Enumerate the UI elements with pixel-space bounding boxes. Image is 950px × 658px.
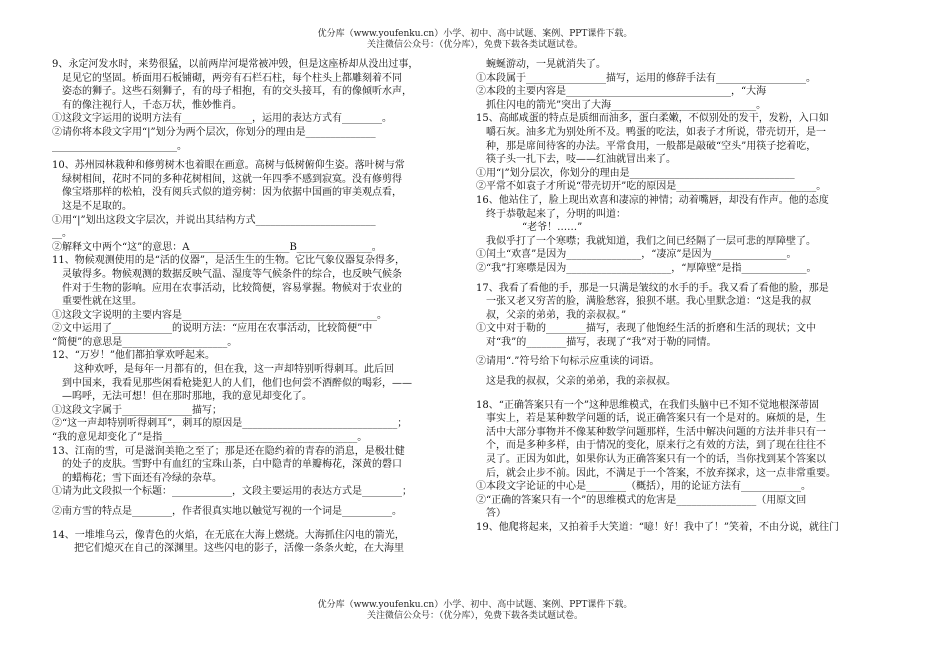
question-line: “简便”的意思是_____________________。 xyxy=(52,336,238,348)
header-line-2: 关注微信公众号：（优分库），免费下载各类试题试卷。 xyxy=(366,40,583,50)
text-line: 蜿蜒游动，一晃就消失了。 xyxy=(486,59,606,70)
text-line: 绿树相间，花时不同的多种花树相间，这就一年四季不感到寂寞。没有修剪得 xyxy=(62,173,402,185)
question-line: ①闰土“欢喜”是因为_______________，“凄凉”是因为_______________。 xyxy=(476,249,797,261)
text-line: 姿态的狮子。这些石刻狮子，有的母子相抱，有的交头接耳，有的像倾听水声， xyxy=(62,86,412,98)
text-line: 的蜡梅花；雪下面还有冷绿的杂草。 xyxy=(62,472,222,484)
text-line: 件对于生物的影响。应用在农事活动，比较简便，容易掌握。物候对于农业的 xyxy=(62,282,402,294)
text-line: 到中国来，我看见那些闲看枪毙犯人的人们，他们也何尝不酒醉似的喝彩，—— xyxy=(62,377,412,389)
text-line: 16、他站住了，脸上现出欢喜和凄凉的神情；动着嘴唇，却没有作声。他的态度 xyxy=(476,194,829,206)
question-line: ②请你将本段文字用“|”划分为两个层次，你划分的理由是______________ xyxy=(52,126,376,138)
text-line: 18、“正确答案只有一个”这种思维模式，在我们头脑中已不知不觉地根深蒂固 xyxy=(476,399,819,411)
question-line: ①用“|”划出这段文字层次，并说出其结构方式________________________ xyxy=(52,214,376,226)
question-line: ①用“|”划分层次，你划分的理由是_________________________________ xyxy=(476,167,795,179)
question-line: ②“我”打寒噤是因为_____________________，“厚障壁”是指_____________。 xyxy=(476,262,817,274)
text-line: 像宝塔那样的松柏，没有阅兵式似的道旁树：因为依据中国画的审美观点看， xyxy=(62,187,402,199)
question-line: ②“正确的答案只有一个”的思维模式的危害是________________（用原文回 xyxy=(476,494,807,506)
question-line: “我的意见却变化了”是指_______________________________________。 xyxy=(52,432,368,444)
text-line: 把它们熄灭在自己的深渊里。这些闪电的影子，活像一条条火蛇，在大海里 xyxy=(74,543,404,555)
text-line: —呜呼，无法可想！但在那时那地，我的意见却变化了。 xyxy=(62,391,312,403)
text-line: 足见它的坚固。桥面用石板铺砌，两旁有石栏石柱，每个柱头上都雕刻着不同 xyxy=(62,72,402,84)
right-column xyxy=(476,58,900,535)
text-line: 14、一堆堆乌云，像青色的火焰，在无底在大海上燃烧。大海抓住闪电的箭光， xyxy=(52,529,405,541)
text-line: 重要性就在这里。 xyxy=(62,296,142,308)
question-line: ①本段属于________________描写，运用的修辞手法有__________________。 xyxy=(476,72,816,84)
question-line: ①这段文字属于______________描写； xyxy=(52,404,222,416)
question-line: ①请为此文段拟一个标题：____________，文段主要运用的表达方式是________； xyxy=(52,486,412,498)
question-line: ②平常不如袁子才所说“带壳切开”吃的原因是____________________________。 xyxy=(476,181,827,193)
left-column xyxy=(52,58,456,556)
question-line: 抓住闪电的箭光”突出了大海_____________________________。 xyxy=(486,99,767,111)
question-line: ②解释文中两个“这”的意思：A____________________B_______________。 xyxy=(52,241,382,253)
text-line: 终于恭敬起来了，分明的叫道： xyxy=(486,208,626,220)
text-line: 叔，父亲的弟弟，我的亲叔叔。” xyxy=(486,309,627,321)
text-line: “老爷！……” xyxy=(522,222,583,234)
question-line: __。 xyxy=(52,228,72,240)
question-line: ②“这一声却特别听得刺耳”，刺耳的原因是_______________________________； xyxy=(52,418,408,430)
text-line: 事实上，若是某种数学问题的话，说正确答案只有一个是对的。麻烦的是，生 xyxy=(486,413,826,425)
text-line: 13、江南的雪，可是滋润美艳之至了；那是还在隐约着的青春的消息，是极壮健 xyxy=(52,445,405,457)
header-line-1: 优分库（www.youfenku.cn）小学、初中、高中试题、案例、PPT课件下载。 xyxy=(317,29,633,39)
text-line: 19、他爬将起来，又拍着手大笑道：“噫！好！我中了！”笑着，不由分说，就往门 xyxy=(476,522,839,533)
text-line: 后，就会止步不前。因此，不满足于一个答案，不放弃探求，这一点非常重要。 xyxy=(486,467,836,479)
text-line: 嚼石灰。油多尤为别处所不及。鸭蛋的吃法，如表子才所说，带壳切开，是一 xyxy=(486,126,826,138)
text-line: 活中大部分事物并不像某种数学问题那样，生活中解决问题的方法并非只有一 xyxy=(486,426,826,438)
text-line: 17、我看了看他的手，那是一只满是皱纹的水手的手。我又看了看他的脸，那是 xyxy=(476,282,829,294)
question-line: ②文中运用了____________的说明方法：“应用在农事活动，比较简便”中 xyxy=(52,323,373,335)
text-line: 的处子的皮肤。雪野中有血红的宝珠山茶，白中隐青的单瓣梅花，深黄的磬口 xyxy=(62,459,402,471)
question-line: ①这段文字说明的主要内容是_______________________________________。 xyxy=(52,309,387,321)
question-line: ②本段的主要内容是_________________________________，“大海 xyxy=(476,86,767,98)
text-line: 这是不足取的。 xyxy=(62,200,132,212)
page-footer xyxy=(0,600,950,622)
question-line: ①本段文字论证的中心是________（概括），用的论证方法有____________。 xyxy=(476,481,811,493)
text-line: 这是我的叔叔，父亲的弟弟，我的亲叔叔。 xyxy=(486,376,676,388)
question-line: ②南方雪的特点是________，作者很真实地以触觉写视的一个词是__________。 xyxy=(52,506,402,517)
question-line: 对“我”的________描写，表现了“我”对于勒的同情。 xyxy=(486,336,717,348)
text-line: 有的像注视行人，千态万状，惟妙惟肖。 xyxy=(62,99,242,111)
text-line: 筷子头一扎下去，吱——红油就冒出来了。 xyxy=(486,154,676,166)
text-line: 10、苏州园林栽种和修剪树木也着眼在画意。高树与低树俯仰生姿。落叶树与常 xyxy=(52,160,405,172)
text-line: 11、物候观测使用的是“活的仪器”，是活生生的生物。它比气象仪器复杂得多， xyxy=(52,255,405,267)
text-line: 这种欢呼，是每年一月都有的，但在我，这一声却特别听得刺耳。此后回 xyxy=(74,364,394,376)
footer-line-1: 优分库（www.youfenku.cn）小学、初中、高中试题、案例、PPT课件下载。 xyxy=(317,600,633,610)
text-line: 15、高邮咸蛋的特点是质细而油多，蛋白柔嫩，不似别处的发干，发粉，入口如 xyxy=(476,113,829,125)
page-header xyxy=(0,29,950,51)
question-line: ①这段文字运用的说明方法有______________，运用的表达方式有________。 xyxy=(52,113,392,125)
text-line: 个，而是多种多样，由于情况的变化，原来行之有效的方法，到了现在往往不 xyxy=(486,440,826,452)
text-line: 12、“万岁！”他们都拍掌欢呼起来。 xyxy=(52,350,215,362)
text-line: 种，那是席间待客的办法。平常食用，一般都是敲破“空头”用筷子挖着吃， xyxy=(486,140,817,152)
text-line: 灵敏得多。物候观测的数据反映气温、湿度等气候条件的综合，也反映气候条 xyxy=(62,268,402,280)
question-line: 答） xyxy=(486,508,506,520)
text-line: 一张又老又穷苦的脸，满脸愁容，狼狈不堪。我心里默念道：“这是我的叔 xyxy=(486,296,812,308)
footer-line-2: 关注微信公众号：（优分库），免费下载各类试题试卷。 xyxy=(366,611,583,621)
text-line: 灵了。正因为如此，如果你认为正确答案只有一个的话，当你找到某个答案以 xyxy=(486,454,826,466)
question-line: ②请用“.”符号给下句标示应重读的词语。 xyxy=(476,356,660,368)
question-line: ①文中对于勒的________描写，表现了他饱经生活的折磨和生活的现状；文中 xyxy=(476,323,816,335)
question-line: _________________________。 xyxy=(52,140,187,152)
text-line: 9、永定河发水时，来势很猛，以前两岸河堤常被冲毁，但是这座桥却从没出过事， xyxy=(52,59,419,70)
text-line: 我似乎打了一个寒噤；我就知道，我们之间已经隔了一层可悲的厚障壁了。 xyxy=(486,235,816,247)
